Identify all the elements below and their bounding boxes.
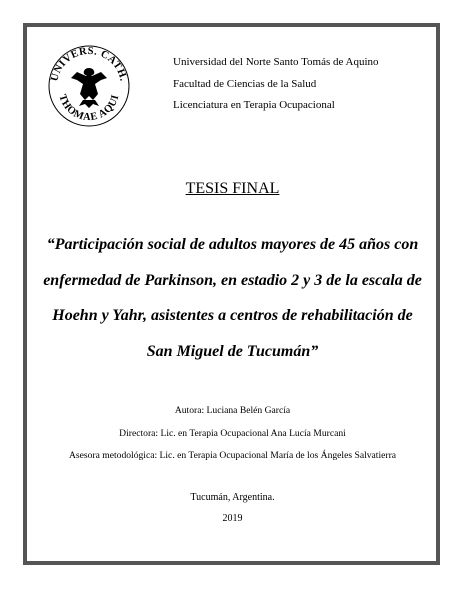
title-line: Hoehn y Yahr, asistentes a centros de rehabilitación de: [52, 307, 413, 324]
author-line: Autora: Luciana Belén García: [174, 405, 291, 416]
place-line: Tucumán, Argentina.: [190, 492, 275, 503]
year-line: 2019: [222, 513, 243, 524]
faculty-name: Facultad de Ciencias de la Salud: [173, 77, 317, 90]
seal-text-bottom: THOMAE AQUI: [56, 93, 122, 124]
university-seal-icon: [47, 44, 131, 128]
credits-block: [0, 400, 465, 468]
footer-block: [0, 487, 465, 529]
director-line: Directora: Lic. en Terapia Ocupacional Ana Lucía Murcani: [119, 427, 346, 439]
advisor-line: Asesora metodológica: Lic. en Terapia Ocupacional María de los Ángeles Salvatierra: [68, 450, 397, 461]
institution-block: [173, 52, 379, 117]
university-name: Universidad del Norte Santo Tomás de Aquino: [173, 56, 379, 68]
title-line: enfermedad de Parkinson, en estadio 2 y 3 de la escala de: [43, 271, 422, 289]
title-line: San Miguel de Tucumán”: [146, 342, 319, 360]
thesis-heading: TESIS FINAL: [185, 180, 280, 197]
title-line: “Participación social de adultos mayores de 45 años con: [46, 236, 419, 253]
degree-name: Licenciatura en Terapia Ocupacional: [173, 99, 335, 111]
eagle-icon: [71, 68, 107, 108]
seal-text-top: UNIVERS. CATH.: [49, 45, 129, 83]
thesis-title: [30, 227, 435, 369]
